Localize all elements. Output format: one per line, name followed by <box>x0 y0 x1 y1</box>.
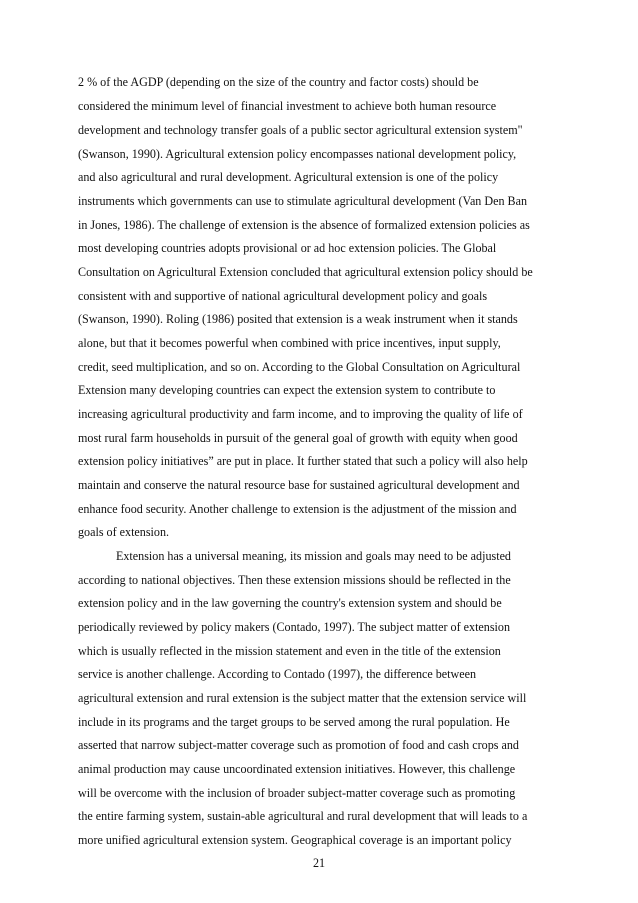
text-line: more unified agricultural extension system. Geographical coverage is an important policy <box>78 833 512 847</box>
text-line: maintain and conserve the natural resource base for sustained agricultural development and <box>78 478 520 492</box>
text-line: increasing agricultural productivity and farm income, and to improving the quality of life of <box>78 407 523 421</box>
text-line: and also agricultural and rural development. Agricultural extension is one of the policy <box>78 170 499 184</box>
text-line: will be overcome with the inclusion of broader subject-matter coverage such as promoting <box>78 786 516 800</box>
text-line: extension policy initiatives” are put in place. It further stated that such a policy will also help <box>78 454 528 468</box>
text-line: include in its programs and the target groups to be served among the rural population. He <box>78 715 510 729</box>
text-line: (Swanson, 1990). Agricultural extension policy encompasses national development policy, <box>78 147 517 161</box>
text-line: in Jones, 1986). The challenge of extension is the absence of formalized extension policies as <box>78 218 530 232</box>
text-line: service is another challenge. According to Contado (1997), the difference between <box>78 667 477 681</box>
text-line: asserted that narrow subject-matter coverage such as promotion of food and cash crops and <box>78 738 519 752</box>
text-line: goals of extension. <box>78 525 170 539</box>
text-line: animal production may cause uncoordinated extension initiatives. However, this challenge <box>78 762 516 776</box>
paragraph-first-line: Extension has a universal meaning, its mission and goals may need to be adjusted <box>116 549 511 563</box>
text-line: according to national objectives. Then these extension missions should be reflected in the <box>78 573 511 587</box>
text-line: most developing countries adopts provisional or ad hoc extension policies. The Global <box>78 241 497 255</box>
text-line: alone, but that it becomes powerful when combined with price incentives, input supply, <box>78 336 501 350</box>
text-line: consistent with and supportive of national agricultural development policy and goals <box>78 289 488 303</box>
text-line: instruments which governments can use to stimulate agricultural development (Van Den Ban <box>78 194 528 208</box>
text-line: (Swanson, 1990). Roling (1986) posited that extension is a weak instrument when it stands <box>78 312 518 326</box>
text-line: most rural farm households in pursuit of the general goal of growth with equity when good <box>78 431 518 445</box>
text-line: Extension many developing countries can expect the extension system to contribute to <box>78 383 496 397</box>
page-number: 21 <box>312 856 326 870</box>
text-line: credit, seed multiplication, and so on. According to the Global Consultation on Agricultural <box>78 360 521 374</box>
text-line: the entire farming system, sustain-able agricultural and rural development that will leads to a <box>78 809 528 823</box>
text-line: agricultural extension and rural extension is the subject matter that the extension service will <box>78 691 527 705</box>
text-line: Consultation on Agricultural Extension concluded that agricultural extension policy should be <box>78 265 533 279</box>
text-line: development and technology transfer goals of a public sector agricultural extension system" <box>78 123 523 137</box>
text-line: extension policy and in the law governing the country's extension system and should be <box>78 596 502 610</box>
text-line: enhance food security. Another challenge to extension is the adjustment of the mission and <box>78 502 517 516</box>
text-line: 2 % of the AGDP (depending on the size of the country and factor costs) should be <box>78 75 479 89</box>
text-line: considered the minimum level of financial investment to achieve both human resource <box>78 99 497 113</box>
text-line: which is usually reflected in the mission statement and even in the title of the extension <box>78 644 501 658</box>
text-line: periodically reviewed by policy makers (Contado, 1997). The subject matter of extension <box>78 620 511 634</box>
